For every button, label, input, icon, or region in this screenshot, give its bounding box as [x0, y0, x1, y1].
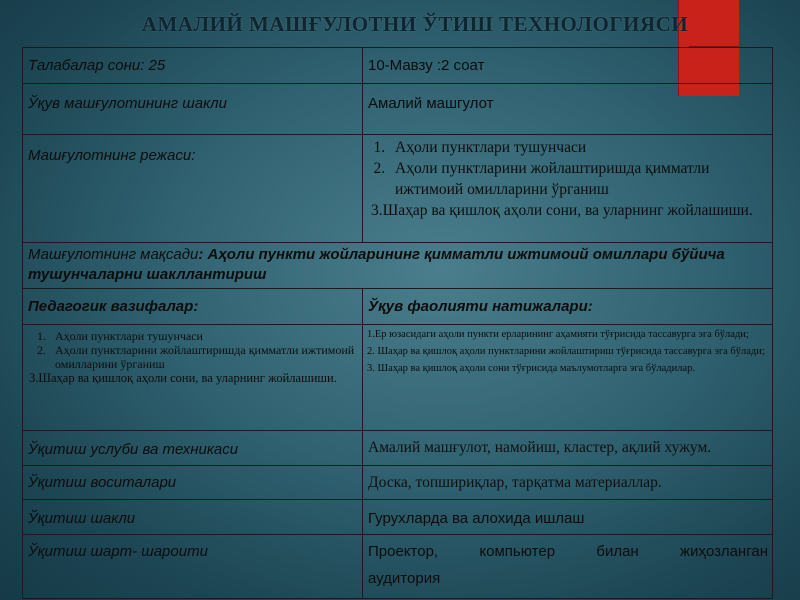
lesson-goal — [23, 243, 772, 289]
teaching-conditions-label: Ўқитиш шарт- шароити — [23, 535, 363, 599]
table-row-conditions — [23, 534, 772, 599]
list-item: 2. Аҳоли пунктларини жойлаштиришда қимматли ижтимоий омилларини ўрганиш — [49, 343, 362, 371]
table-row-plan — [23, 134, 772, 243]
list-item: 2. Аҳоли пунктларини жойлаштиришда қимматли ижтимоий омилларини ўрганиш — [389, 158, 772, 200]
conditions-last-line: аудитория — [368, 570, 441, 587]
lesson-plan-label: Машғулотнинг режаси: — [23, 135, 363, 243]
teaching-mode-label: Ўқитиш шакли — [23, 500, 363, 535]
conditions-word: компьютер — [479, 543, 556, 560]
page-title: АМАЛИЙ МАШҒУЛОТНИ ЎТИШ ТЕХНОЛОГИЯСИ — [141, 12, 689, 36]
students-count-label: Талабалар сони: 25 — [23, 48, 363, 83]
teaching-conditions-value — [363, 535, 772, 599]
table-row-goal — [23, 242, 772, 289]
table-row-tasks-header — [23, 288, 772, 325]
teaching-mode-value: Гурухларда ва алохида ишлаш — [368, 510, 585, 527]
table-row-methods — [23, 430, 772, 466]
lesson-plan-extra: 3.Шаҳар ва қишлоқ аҳоли сони, ва уларнинг жойлашиши. — [371, 202, 753, 219]
table-row-tools — [23, 465, 772, 500]
lesson-plan-content — [363, 135, 772, 243]
table-row-form — [23, 83, 772, 135]
list-item: 1. Аҳоли пунктлари тушунчаси — [49, 329, 362, 343]
lesson-form-value: Амалий машгулот — [368, 95, 494, 112]
table-row-students — [23, 48, 772, 83]
topic-hours-value: 10-Мавзу :2 соат — [368, 57, 485, 74]
list-item: 1. Аҳоли пунктлари тушунчаси — [389, 137, 772, 158]
teaching-tools-value: Доска, топшириқлар, тарқатма материаллар. — [368, 474, 662, 491]
list-item: 2. Шаҳар ва қишлоқ аҳоли пунктларини жойлаштириш тўғрисида тассавурга эга бўлади; — [367, 346, 765, 357]
learning-results-content — [363, 325, 772, 431]
lesson-goal-label: Машғулотнинг мақсади — [28, 246, 199, 263]
table-row-tasks — [23, 324, 772, 431]
conditions-word: жиҳозланган — [680, 543, 768, 560]
lesson-goal-text: : Аҳоли пункти жойларининг қимматли ижтимоий омиллари бўйича тушунчаларни шакллантириш — [28, 246, 725, 283]
pedagogical-tasks-extra: 3.Шаҳар ва қишлоқ аҳоли сони, ва уларнинг жойлашиши. — [29, 371, 337, 385]
lesson-plan-list — [363, 137, 772, 200]
pedagogical-tasks-list — [23, 329, 362, 371]
lesson-form-label: Ўқув машғулотининг шакли — [23, 84, 363, 135]
conditions-word: Проектор, — [368, 543, 439, 560]
pedagogical-tasks-content — [23, 325, 363, 431]
lesson-table — [22, 47, 773, 599]
teaching-methods-value: Амалий машғулот, намойиш, кластер, ақлий хужум. — [368, 439, 712, 456]
teaching-tools-label: Ўқитиш воситалари — [23, 466, 363, 500]
teaching-methods-label: Ўқитиш услуби ва техникаси — [23, 431, 363, 466]
list-item: 1.Ер юзасидаги аҳоли пункти ерларининг аҳамияти тўғрисида тассавурга эга бўлади; — [367, 329, 749, 340]
learning-results-label: Ўқув фаолияти натижалари: — [368, 298, 593, 315]
pedagogical-tasks-label: Педагогик вазифалар: — [23, 289, 363, 325]
conditions-word: билан — [596, 543, 639, 560]
list-item: 3. Шаҳар ва қишлоқ аҳоли сони тўғрисида маълумотларга эга бўладилар. — [367, 363, 696, 374]
table-row-mode — [23, 499, 772, 535]
